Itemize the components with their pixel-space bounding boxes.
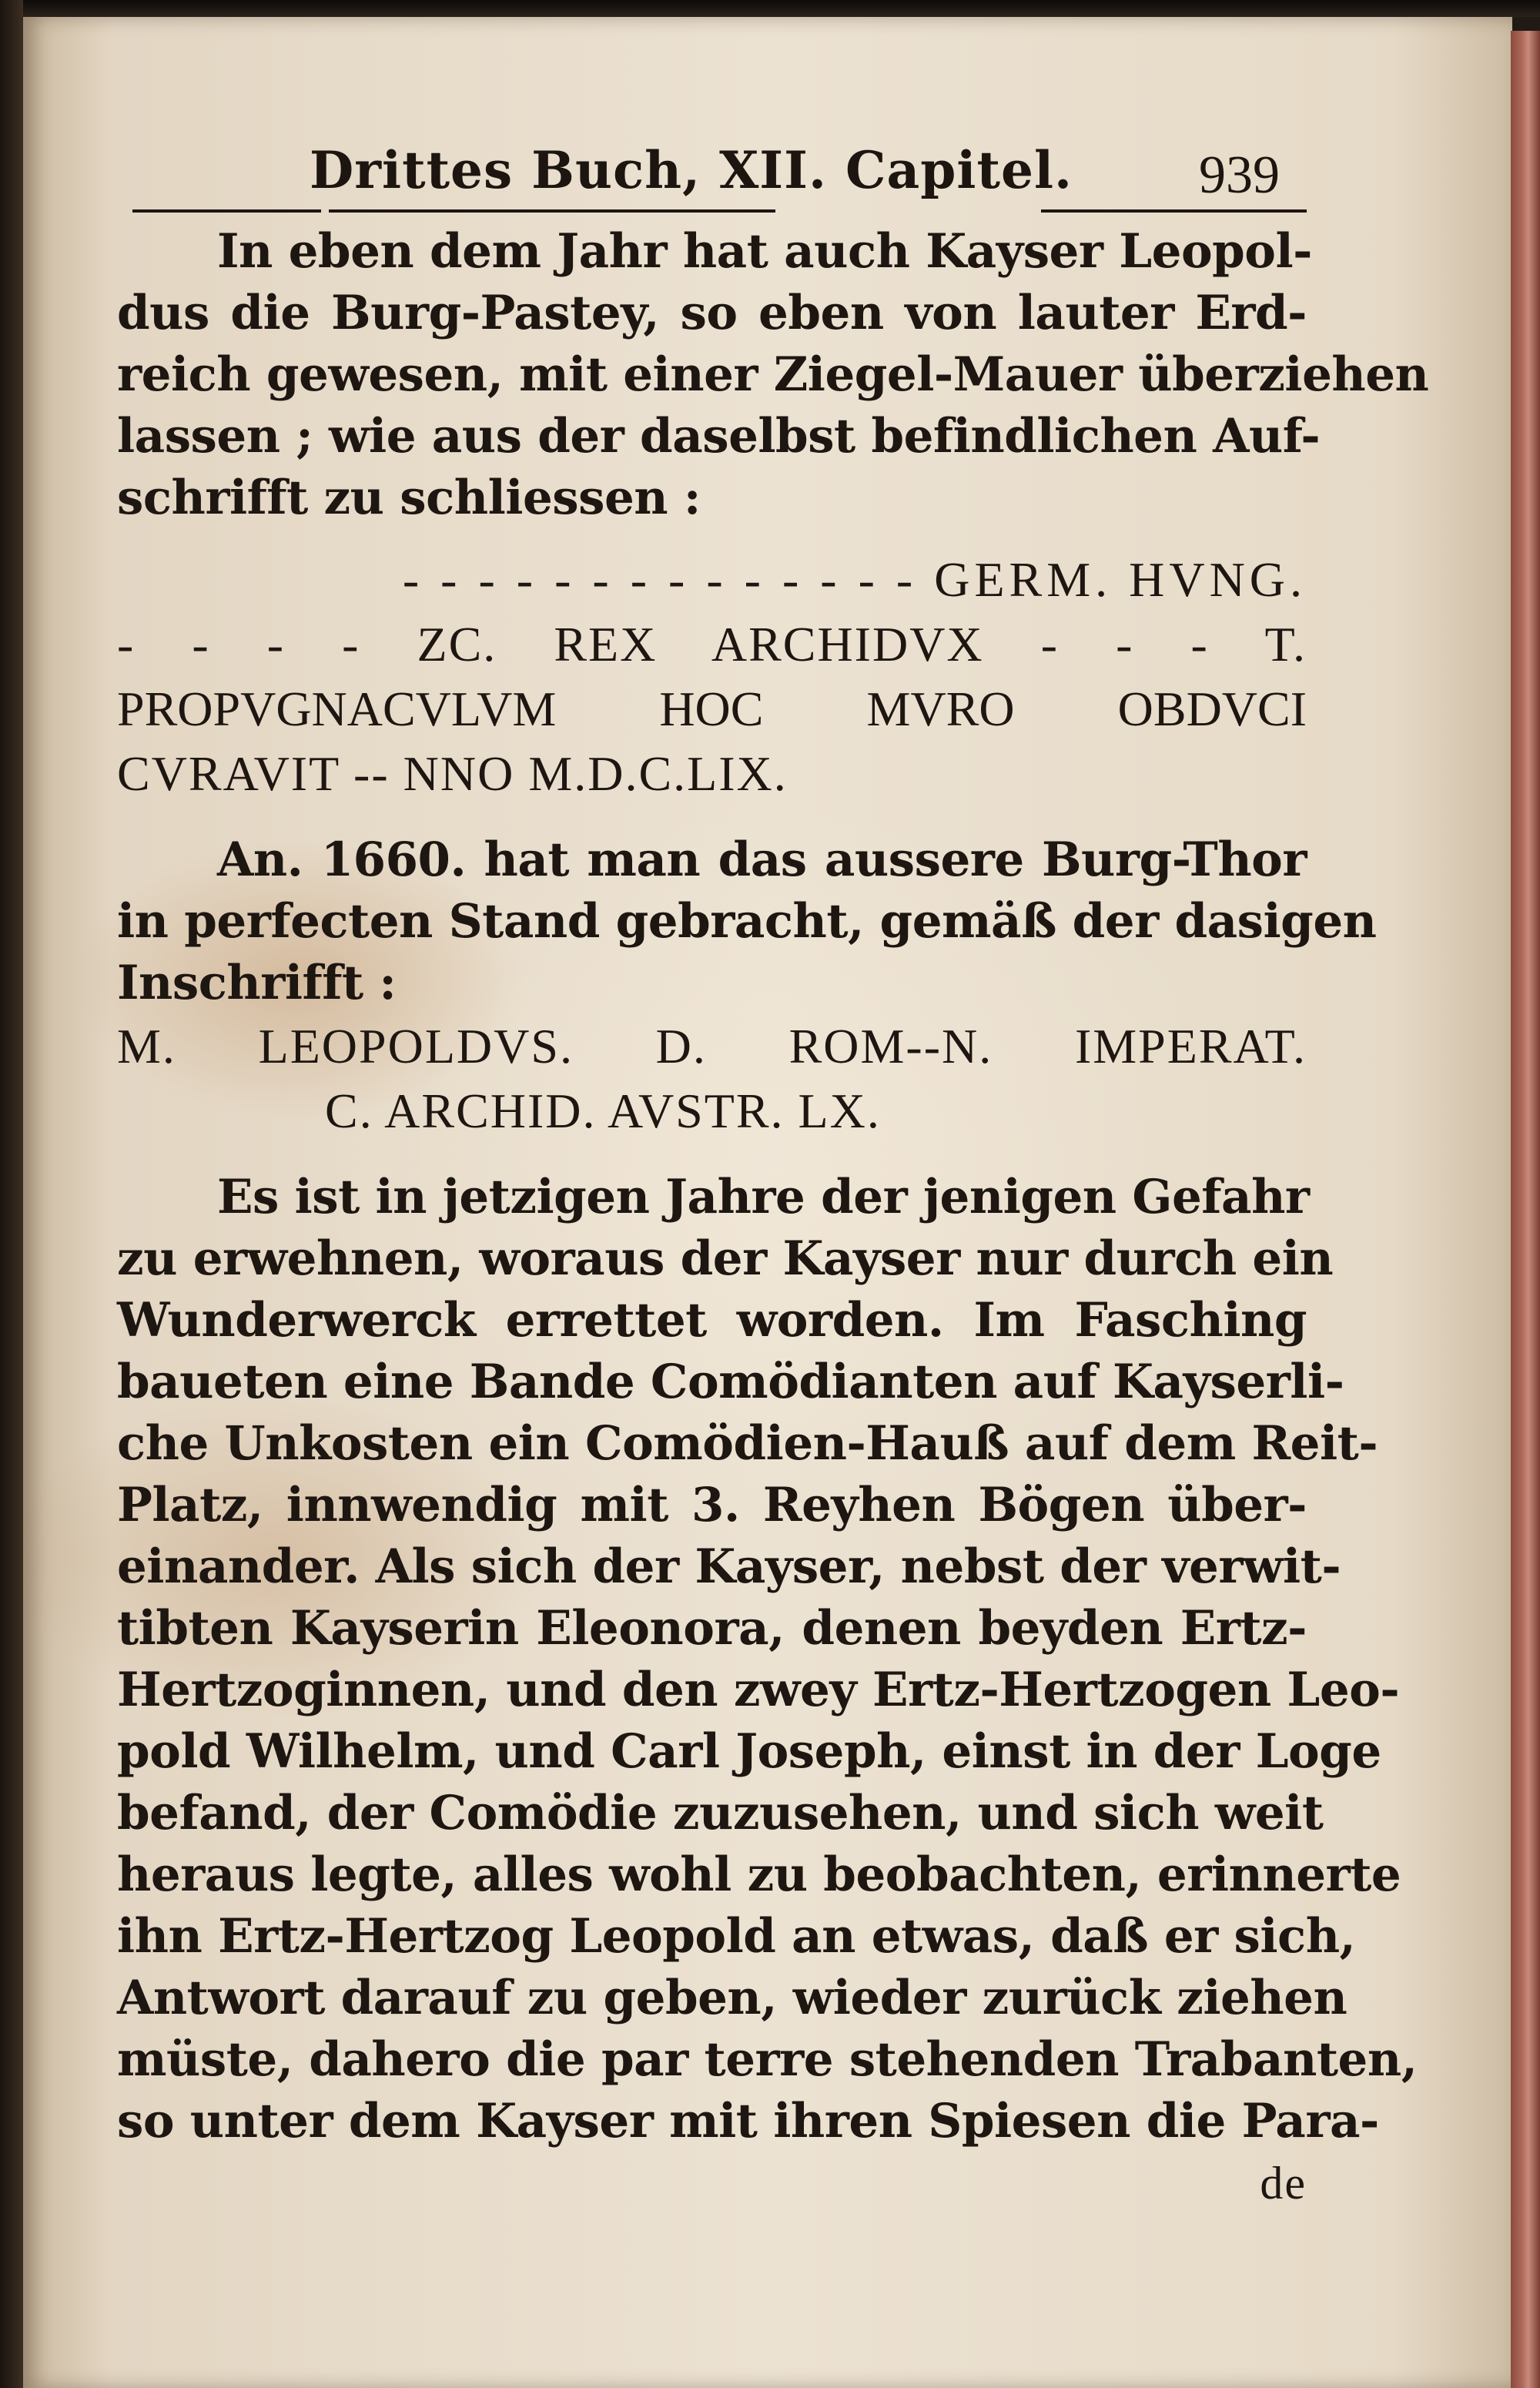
- book-page: [23, 17, 1512, 2388]
- text-line: reich gewesen, mit einer Ziegel-Mauer überziehen: [117, 347, 1429, 402]
- text-line: heraus legte, alles wohl zu beobachten, erinnerte: [117, 1847, 1401, 1902]
- text-line: zu erwehnen, woraus der Kayser nur durch ein: [117, 1231, 1334, 1286]
- text-line: Wunderwerck errettet worden. Im Fasching: [117, 1293, 1307, 1348]
- text-line: baueten eine Bande Comödianten auf Kayserli-: [117, 1355, 1344, 1409]
- scan-background-top: [0, 0, 1540, 17]
- text-line: befand, der Comödie zuzusehen, und sich weit: [117, 1786, 1324, 1840]
- text-line: Inschrifft :: [117, 956, 397, 1010]
- text-line: Hertzoginnen, und den zwey Ertz-Hertzogen Leo-: [117, 1663, 1400, 1717]
- text-line: müste, dahero die par terre stehenden Trabanten,: [117, 2032, 1418, 2087]
- text-line: In eben dem Jahr hat auch Kayser Leopol-: [217, 224, 1312, 279]
- paragraph-3: [117, 1167, 1418, 2214]
- inscription-line: CVRAVIT -- NNO M.D.C.LIX.: [117, 746, 788, 801]
- text-line: schrifft zu schliessen :: [117, 471, 701, 525]
- text-line: pold Wilhelm, und Carl Joseph, einst in der Loge: [117, 1724, 1381, 1779]
- paragraph-1: [117, 221, 1429, 529]
- inscription-line: C. ARCHID. AVSTR. LX.: [325, 1083, 881, 1138]
- text-line: so unter dem Kayser mit ihren Spiesen die Para-: [117, 2094, 1379, 2149]
- text-line: lassen ; wie aus der daselbst befindlichen Auf-: [117, 409, 1321, 464]
- text-line: dus die Burg-Pastey, so eben von lauter Erd-: [117, 286, 1307, 340]
- text-line: Es ist in jetzigen Jahre der jenigen Gefahr: [217, 1170, 1310, 1224]
- inscription-line: - - - - ZC. REX ARCHIDVX - - - T.: [117, 617, 1307, 672]
- inscription-2: [117, 1014, 1307, 1144]
- header-rule-middle: [329, 209, 775, 213]
- spacer: [117, 806, 1307, 829]
- page-header: [117, 132, 1307, 217]
- text-line: Antwort darauf zu geben, wieder zurück ziehen: [117, 1971, 1348, 2025]
- text-line: in perfecten Stand gebracht, gemäß der dasigen: [117, 894, 1377, 949]
- body-text: [117, 221, 1429, 2214]
- text-line: Platz, innwendig mit 3. Reyhen Bögen über-: [117, 1478, 1307, 1532]
- page-edge: [1511, 31, 1540, 2388]
- paragraph-2: [117, 829, 1377, 1014]
- text-line: An. 1660. hat man das aussere Burg-Thor: [217, 832, 1307, 887]
- header-rule-left: [132, 209, 321, 213]
- book-spine: [0, 0, 23, 2388]
- text-line: einander. Als sich der Kayser, nebst der verwit-: [117, 1539, 1341, 1594]
- header-rule-right: [1041, 209, 1307, 213]
- text-line: ihn Ertz-Hertzog Leopold an etwas, daß er sich,: [117, 1909, 1356, 1964]
- text-line: tibten Kayserin Eleonora, denen beyden Ertz-: [117, 1601, 1307, 1656]
- spacer: [117, 529, 1307, 548]
- inscription-1: [117, 548, 1307, 806]
- inscription-line: PROPVGNACVLVM HOC MVRO OBDVCI: [117, 682, 1307, 736]
- inscription-line: - - - - - - - - - - - - - - GERM. HVNG.: [402, 552, 1307, 607]
- spacer: [117, 1144, 1307, 1167]
- text-line: che Unkosten ein Comödien-Hauß auf dem Reit-: [117, 1416, 1378, 1471]
- inscription-line: M. LEOPOLDVS. D. ROM--N. IMPERAT.: [117, 1019, 1307, 1073]
- page-number: 939: [1199, 146, 1280, 205]
- running-title: Drittes Buch, XII. Capitel.: [310, 140, 1073, 200]
- catchword: de: [1260, 2158, 1307, 2209]
